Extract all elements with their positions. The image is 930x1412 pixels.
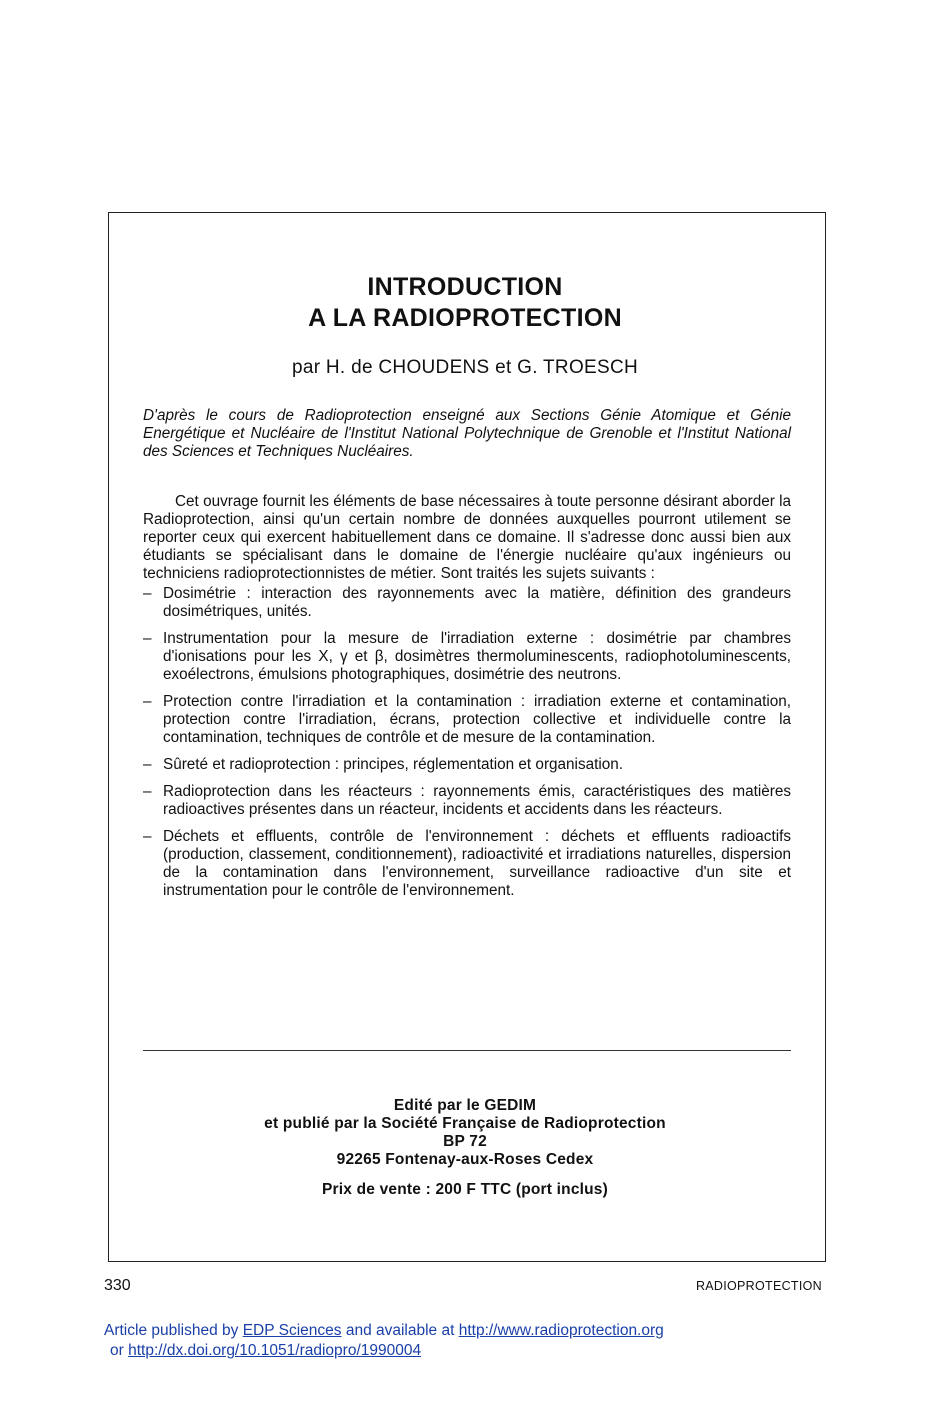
footer-or-text: or — [110, 1342, 129, 1359]
topic-text: Sûreté et radioprotection : principes, réglementation et organisation. — [163, 756, 624, 773]
list-item — [143, 828, 791, 900]
bullet-dash: – — [143, 783, 152, 800]
footer-line-1 — [104, 1321, 664, 1341]
book-authors: par H. de CHOUDENS et G. TROESCH — [291, 357, 639, 378]
list-item — [143, 585, 791, 621]
footer-middle-text: and available at — [341, 1322, 459, 1339]
bullet-dash: – — [143, 756, 152, 773]
list-item — [143, 783, 791, 819]
topic-text: Déchets et effluents, contrôle de l'environnement : déchets et effluents radioactifs (production, classement, conditionnement), radioactivité et irradiations naturelles, dispersion de la contamination dans l'environnement, surveillance radioactive d'un site et instrumentation pour le contrôle de l'environnement. — [163, 828, 791, 899]
list-item — [143, 630, 791, 684]
publisher-line-4: 92265 Fontenay-aux-Roses Cedex — [336, 1151, 594, 1168]
sale-price: Prix de vente : 200 F TTC (port inclus) — [322, 1181, 608, 1198]
publisher-line-2: et publié par la Société Française de Radioprotection — [264, 1115, 666, 1132]
edp-sciences-link[interactable]: EDP Sciences — [242, 1322, 342, 1339]
book-title — [0, 272, 930, 334]
section-divider — [143, 1050, 791, 1051]
doi-link[interactable]: http://dx.doi.org/10.1051/radiopro/1990004 — [128, 1342, 422, 1359]
page-number: 330 — [104, 1277, 131, 1294]
publisher-line-3: BP 72 — [443, 1133, 487, 1150]
journal-name: RADIOPROTECTION — [695, 1279, 822, 1293]
footer-prefix-text: Article published by — [104, 1322, 243, 1339]
bullet-dash: – — [143, 828, 152, 845]
bullet-dash: – — [143, 630, 152, 647]
footer-line-2 — [104, 1341, 664, 1361]
topic-text: Protection contre l'irradiation et la contamination : irradiation externe et contamination, protection contre l'irradiation, écrans, protection collective et individuelle contre la contamination, techniques de contrôle et de mesure de la contamination. — [163, 693, 791, 746]
radioprotection-site-link[interactable]: http://www.radioprotection.org — [458, 1322, 664, 1339]
topics-list — [143, 585, 791, 900]
publisher-line-1: Edité par le GEDIM — [393, 1097, 537, 1114]
intro-paragraph: Cet ouvrage fournit les éléments de base nécessaires à toute personne désirant aborder la Radioprotection, ainsi qu'un certain nombre de données auxquelles pourront utilement se reporter ceux qui exercent habituellement dans ce domaine. Il s'adresse donc aussi bien aux étudiants se spécialisant dans le domaine de l'énergie nucléaire qu'aux ingénieurs ou techniciens radioprotectionnistes de métier. Sont traités les sujets suivants : — [143, 493, 791, 582]
publication-footer — [104, 1321, 664, 1361]
list-item — [143, 756, 791, 774]
bullet-dash: – — [143, 585, 152, 602]
topic-text: Radioprotection dans les réacteurs : rayonnements émis, caractéristiques des matières radioactives présentes dans un réacteur, incidents et accidents dans les réacteurs. — [163, 783, 791, 818]
bullet-dash: – — [143, 693, 152, 710]
book-title-line-2: A LA RADIOPROTECTION — [308, 304, 622, 332]
list-item — [143, 693, 791, 747]
topic-text: Dosimétrie : interaction des rayonnements avec la matière, définition des grandeurs dosimétriques, unités. — [163, 585, 791, 620]
book-title-line-1: INTRODUCTION — [367, 273, 563, 301]
publisher-info — [0, 1097, 930, 1169]
topic-text: Instrumentation pour la mesure de l'irradiation externe : dosimétrie par chambres d'ionisations pour les X, γ et β, dosimètres thermoluminescents, radiophotoluminescents, exoélectrons, émulsions photographiques, dosimétrie des neutrons. — [163, 630, 791, 683]
course-origin-note: D'après le cours de Radioprotection enseigné aux Sections Génie Atomique et Génie Energétique et Nucléaire de l'Institut National Polytechnique de Grenoble et l'Institut National des Sciences et Techniques Nucléaires. — [143, 407, 791, 460]
book-description — [143, 493, 791, 909]
